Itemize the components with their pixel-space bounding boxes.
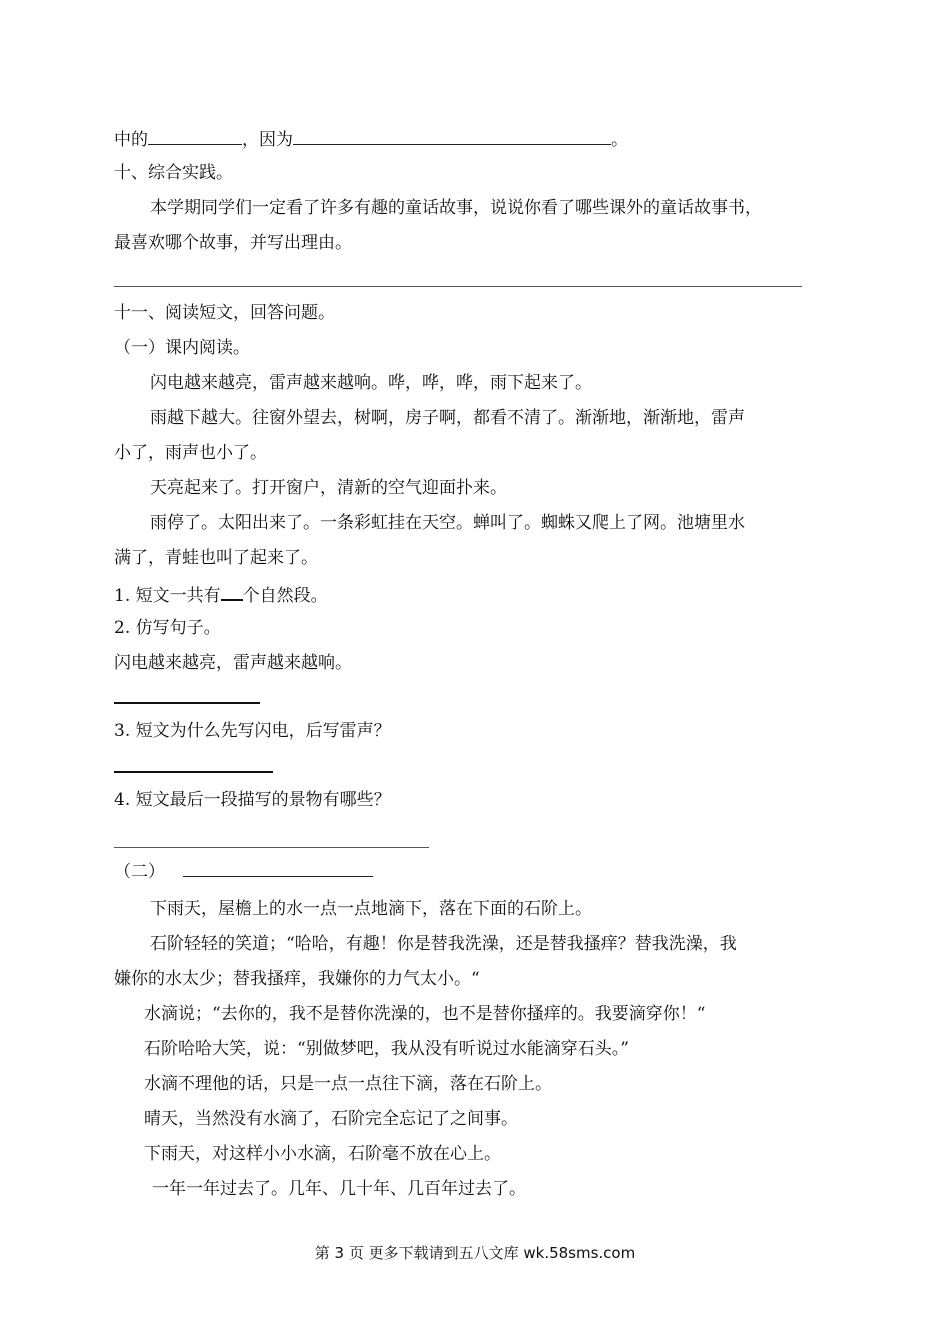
answer-blank-2[interactable] <box>293 126 611 145</box>
question-2-example: 闪电越来越亮，雷声越来越响。 <box>114 653 352 673</box>
sec10-prompt-line2: 最喜欢哪个故事，并写出理由。 <box>114 233 352 253</box>
part2-para4: 石阶哈哈大笑，说：“别做梦吧，我从没有听说过水能滴穿石头。” <box>144 1039 629 1059</box>
part2-para6: 晴天，当然没有水滴了，石阶完全忘记了之间事。 <box>144 1109 518 1129</box>
question-1 <box>114 581 328 608</box>
part1-para4-line1: 雨停了。太阳出来了。一条彩虹挂在天空。蝉叫了。蜘蛛又爬上了网。池塘里水 <box>150 513 745 533</box>
sec10-prompt-line1: 本学期同学们一定看了许多有趣的童话故事，说说你看了哪些课外的童话故事书， <box>150 198 762 218</box>
part2-label: （二） <box>114 862 165 882</box>
question-2-answer-line[interactable] <box>114 702 260 704</box>
question-3-answer-line[interactable] <box>114 771 273 773</box>
part1-label: （一）课内阅读。 <box>114 338 250 358</box>
part1-para2-line2: 小了，雨声也小了。 <box>114 443 267 463</box>
question-1-blank[interactable] <box>221 581 243 601</box>
part1-para1: 闪电越来越亮，雷声越来越响。哗，哗，哗，雨下起来了。 <box>150 373 592 393</box>
part2-label-line <box>114 858 373 884</box>
part2-para2-line1: 石阶轻轻的笑道；“哈哈，有趣！你是替我洗澡，还是替我搔痒？替我洗澡，我 <box>150 934 737 954</box>
question-4: 4. 短文最后一段描写的景物有哪些？ <box>114 790 391 810</box>
sec10-answer-line[interactable] <box>114 286 802 287</box>
question-1-text-b: 个自然段。 <box>242 586 328 606</box>
question-3: 3. 短文为什么先写闪电，后写雷声？ <box>114 721 391 741</box>
part1-para4-line2: 满了，青蛙也叫了起来了。 <box>114 548 318 568</box>
part1-para2-line1: 雨越下越大。往窗外望去，树啊，房子啊，都看不清了。渐渐地，渐渐地，雷声 <box>150 408 745 428</box>
tail-text-c: 。 <box>611 130 628 150</box>
part2-para3: 水滴说；“去你的，我不是替你洗澡的，也不是替你搔痒的。我要滴穿你！“ <box>144 1004 706 1024</box>
sec11-heading: 十一、阅读短文，回答问题。 <box>114 303 335 323</box>
question-1-text-a: 1. 短文一共有 <box>114 586 221 606</box>
part1-para3: 天亮起来了。打开窗户，清新的空气迎面扑来。 <box>150 478 507 498</box>
part2-title-blank[interactable] <box>183 858 373 877</box>
question-4-answer-line[interactable] <box>114 847 429 848</box>
tail-text-b: ，因为 <box>242 130 293 150</box>
part2-para2-line2: 嫌你的水太少；替我搔痒，我嫌你的力气太小。“ <box>114 969 480 989</box>
sec10-tail-line <box>114 126 628 152</box>
question-2: 2. 仿写句子。 <box>114 618 221 638</box>
page-footer: 第 3 页 更多下载请到五八文库 wk.58sms.com <box>314 1244 636 1262</box>
part2-para7: 下雨天，对这样小小水滴，石阶毫不放在心上。 <box>144 1144 501 1164</box>
tail-text-a: 中的 <box>114 130 148 150</box>
part2-para1: 下雨天，屋檐上的水一点一点地滴下，落在下面的石阶上。 <box>150 899 592 919</box>
sec10-heading: 十、综合实践。 <box>114 163 233 183</box>
part2-para5: 水滴不理他的话，只是一点一点往下滴，落在石阶上。 <box>144 1074 552 1094</box>
part2-para8: 一年一年过去了。几年、几十年、几百年过去了。 <box>152 1179 526 1199</box>
answer-blank-1[interactable] <box>148 126 242 145</box>
